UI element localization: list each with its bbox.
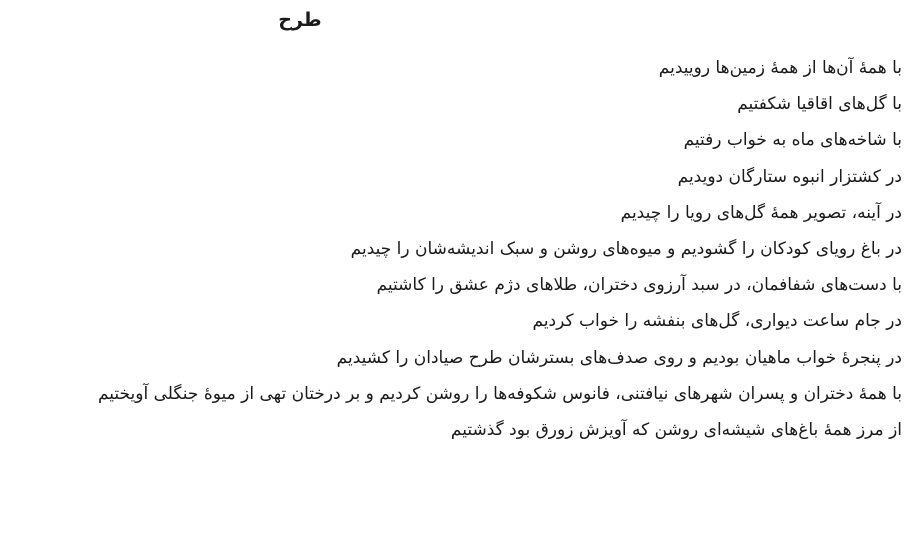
poem-line: از مرز همهٔ باغ‌های شیشه‌ای روشن که آویزش زورق بود گذشتیم bbox=[450, 419, 902, 440]
poem-line: در باغ رویای کودکان را گشودیم و میوه‌های روشن و سبک اندیشه‌شان را چیدیم bbox=[350, 238, 902, 259]
poem-line: در پنجرهٔ خواب ماهیان بودیم و روی صدف‌های بسترشان طرح صیادان را کشیدیم bbox=[336, 347, 902, 368]
poem-line: در کشتزار انبوه ستارگان دویدیم bbox=[677, 166, 902, 187]
poem-line: با گل‌های اقاقیا شکفتیم bbox=[737, 94, 902, 115]
poem-line: با شاخه‌های ماه به خواب رفتیم bbox=[683, 130, 902, 151]
poem-title: طرح bbox=[278, 9, 322, 31]
poem-lines bbox=[22, 50, 902, 448]
poem-line: در آینه، تصویر همهٔ گل‌های رویا را چیدیم bbox=[620, 202, 902, 223]
poem-line: با همهٔ دختران و پسران شهرهای نیافتنی، فانوس شکوفه‌ها را روشن کردیم و بر درختان تهی از میوهٔ جنگلی آویختیم bbox=[97, 383, 902, 404]
poem-line: در جام ساعت دیواری، گل‌های بنفشه را خواب کردیم bbox=[532, 311, 902, 332]
poem-line: با همهٔ آن‌ها از همهٔ زمین‌ها روییدیم bbox=[658, 58, 902, 78]
poem-line: با دست‌های شفافمان، در سبد آرزوی دختران، طلاهای دژم عشق را کاشتیم bbox=[376, 275, 902, 296]
